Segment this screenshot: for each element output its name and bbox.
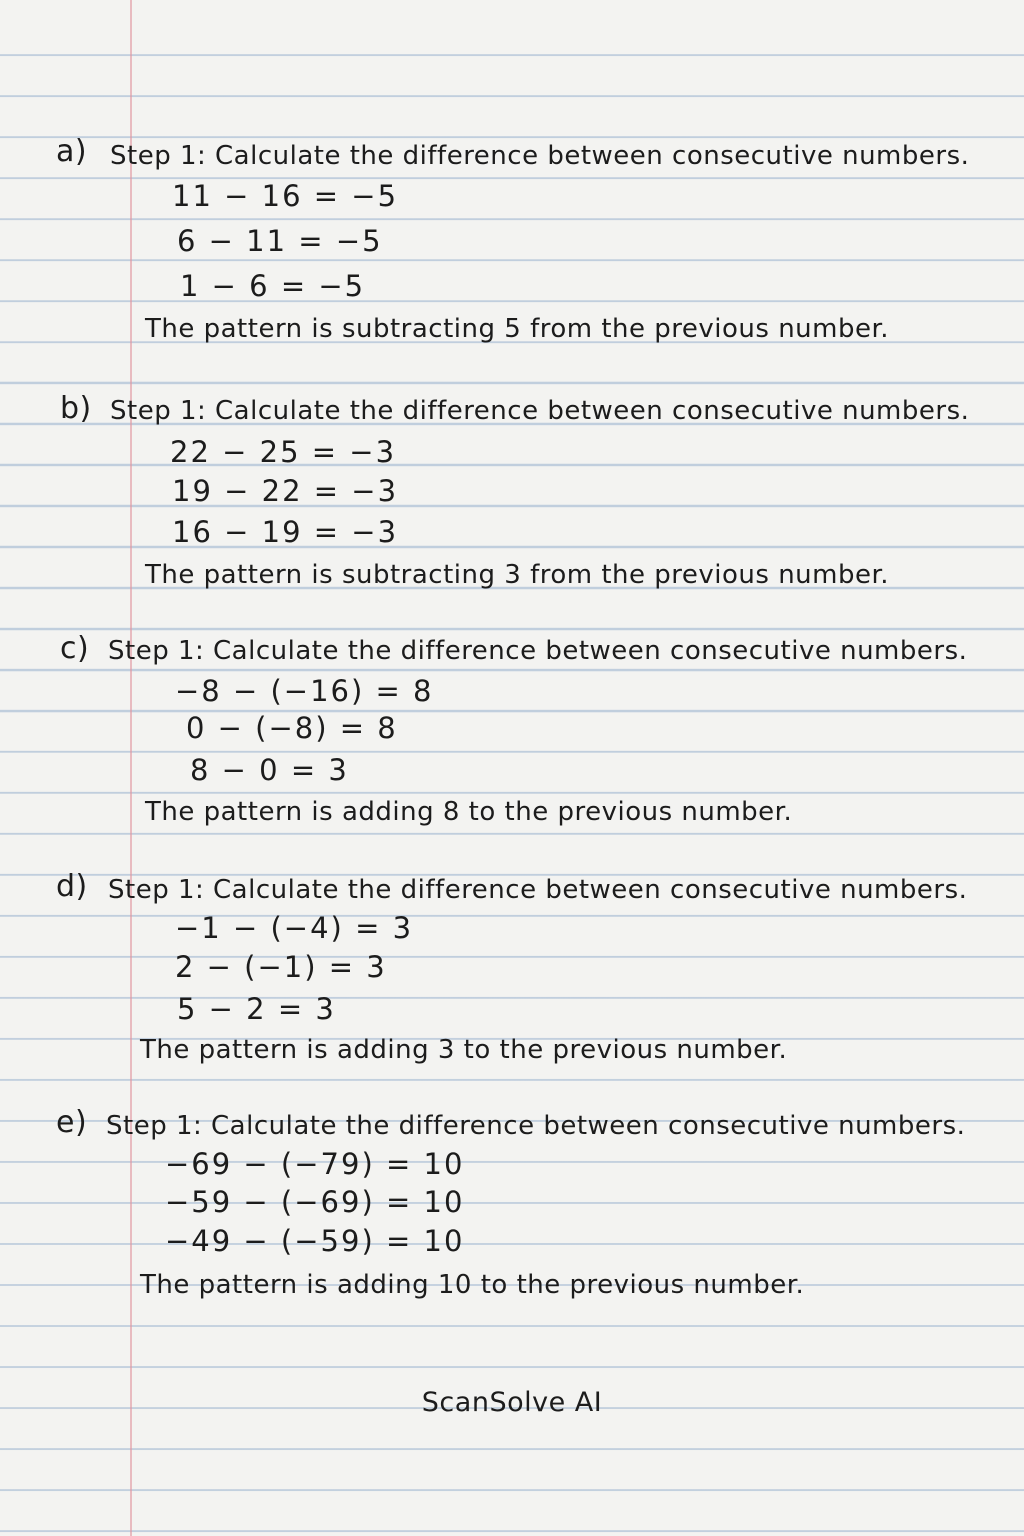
part-e-conclusion: The pattern is adding 10 to the previous number. (140, 1270, 805, 1300)
part-d-conclusion: The pattern is adding 3 to the previous number. (140, 1035, 788, 1065)
part-b-equation-1: 22 − 25 = −3 (170, 435, 397, 469)
part-d-label: d) (56, 869, 88, 904)
part-c-step: Step 1: Calculate the difference between consecutive numbers. (108, 636, 968, 666)
part-c-equation-1: −8 − (−16) = 8 (175, 674, 434, 708)
part-b-conclusion: The pattern is subtracting 3 from the previous number. (145, 560, 890, 590)
part-d-equation-1: −1 − (−4) = 3 (175, 911, 414, 945)
part-b-step: Step 1: Calculate the difference between consecutive numbers. (110, 396, 970, 426)
part-d-step: Step 1: Calculate the difference between consecutive numbers. (108, 875, 968, 905)
part-e-step: Step 1: Calculate the difference between consecutive numbers. (106, 1111, 966, 1141)
part-b-equation-3: 16 − 19 = −3 (172, 515, 399, 549)
part-b-equation-2: 19 − 22 = −3 (172, 474, 399, 508)
part-c-equation-3: 8 − 0 = 3 (190, 753, 349, 787)
part-a-equation-2: 6 − 11 = −5 (177, 224, 383, 258)
part-d-equation-2: 2 − (−1) = 3 (175, 950, 387, 984)
part-c-conclusion: The pattern is adding 8 to the previous number. (145, 797, 793, 827)
part-a-step: Step 1: Calculate the difference between consecutive numbers. (110, 141, 970, 171)
part-c-equation-2: 0 − (−8) = 8 (186, 711, 398, 745)
part-a-equation-1: 11 − 16 = −5 (172, 179, 399, 213)
part-d-equation-3: 5 − 2 = 3 (177, 992, 336, 1026)
part-b-label: b) (60, 391, 92, 426)
part-c-label: c) (60, 631, 90, 666)
part-a-label: a) (56, 134, 88, 169)
footer-brand: ScanSolve AI (421, 1387, 603, 1418)
margin-line (130, 0, 132, 1536)
part-a-equation-3: 1 − 6 = −5 (180, 269, 366, 303)
part-a-conclusion: The pattern is subtracting 5 from the previous number. (145, 314, 890, 344)
part-e-equation-3: −49 − (−59) = 10 (165, 1224, 465, 1258)
part-e-equation-1: −69 − (−79) = 10 (165, 1147, 465, 1181)
part-e-equation-2: −59 − (−69) = 10 (165, 1185, 465, 1219)
part-e-label: e) (56, 1105, 88, 1140)
